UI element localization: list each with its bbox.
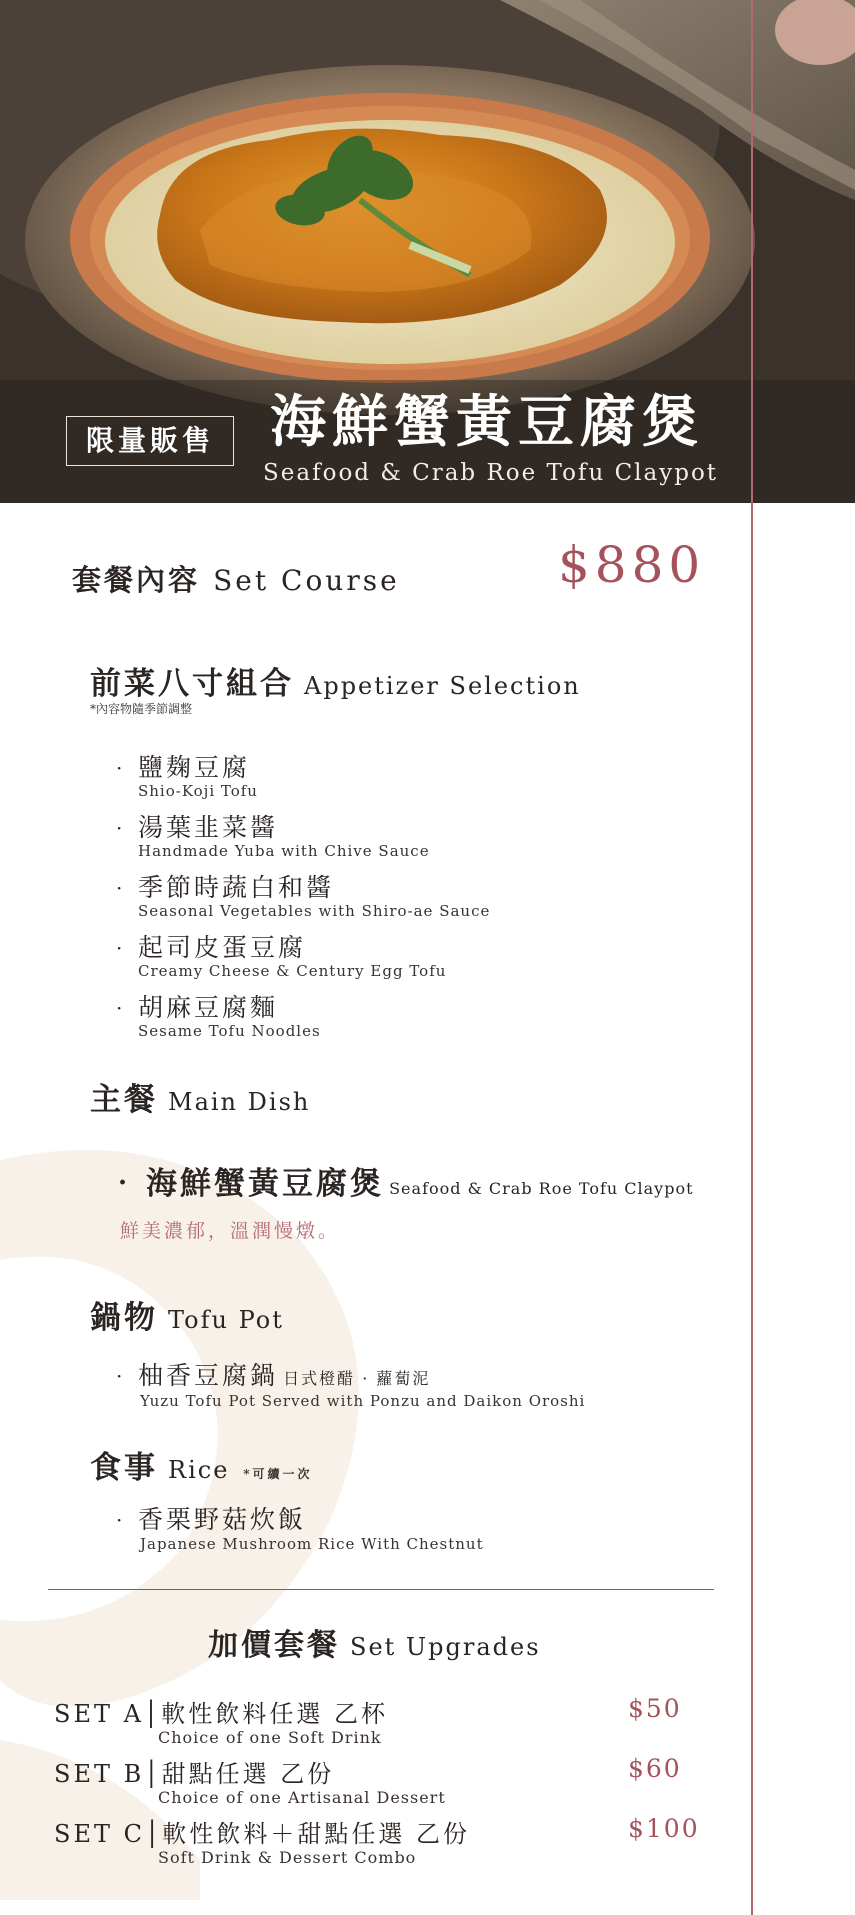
bullet: · [116, 1364, 123, 1388]
course-price: $880 [558, 536, 706, 594]
main-dish-zh: 海鮮蟹黃豆腐煲 [146, 1166, 384, 1202]
bullet: · [118, 1168, 128, 1198]
pot-title-zh: 鍋物 [90, 1300, 158, 1336]
appetizer-note: *內容物隨季節調整 [90, 702, 193, 716]
appetizer-item-en: Sesame Tofu Noodles [138, 1022, 321, 1040]
appetizer-item-en: Seasonal Vegetables with Shiro-ae Sauce [138, 902, 491, 920]
bullet: · [116, 756, 123, 780]
appetizer-item-zh: 湯葉韭菜醬 [138, 813, 279, 842]
appetizer-item-zh: 鹽麹豆腐 [138, 753, 251, 782]
section-divider [48, 1589, 714, 1590]
main-dish-description: 鮮美濃郁，溫潤慢燉。 [120, 1220, 341, 1242]
set-a-en: Choice of one Soft Drink [158, 1728, 382, 1747]
pot-item-line [138, 1356, 430, 1392]
bullet: · [116, 816, 123, 840]
rice-item-zh: 香栗野菇炊飯 [138, 1505, 307, 1534]
set-a-label: SET A│軟性飲料任選 乙杯 [54, 1700, 389, 1728]
rice-item-en: Japanese Mushroom Rice With Chestnut [140, 1535, 484, 1553]
main-dish-en: Seafood & Crab Roe Tofu Claypot [389, 1179, 694, 1198]
set-b-en: Choice of one Artisanal Dessert [158, 1788, 446, 1807]
rice-title-zh: 食事 [90, 1450, 158, 1486]
main-title-zh: 主餐 [90, 1082, 158, 1118]
limited-badge: 限量販售 [66, 416, 234, 466]
pot-item-note: 日式橙醋 · 蘿蔔泥 [283, 1369, 431, 1388]
hero-photo [0, 0, 855, 503]
appetizer-item-en: Creamy Cheese & Century Egg Tofu [138, 962, 447, 980]
vertical-rule [751, 0, 753, 1915]
appetizer-item-en: Shio-Koji Tofu [138, 782, 258, 800]
appetizer-title-en: Appetizer Selection [304, 672, 581, 700]
pot-item-zh: 柚香豆腐鍋 [138, 1361, 279, 1390]
upgrades-title-zh: 加價套餐 [208, 1628, 340, 1663]
hero-title: 海鮮蟹黃豆腐煲 [270, 389, 704, 455]
appetizer-title-zh: 前菜八寸組合 [90, 666, 294, 702]
main-title-en: Main Dish [168, 1088, 311, 1116]
main-dish-line [146, 1158, 694, 1203]
bullet: · [116, 936, 123, 960]
set-b-price: $60 [628, 1754, 682, 1783]
bullet: · [116, 1508, 123, 1532]
set-c-en: Soft Drink & Dessert Combo [158, 1848, 417, 1867]
set-b-label: SET B│甜點任選 乙份 [54, 1760, 335, 1788]
appetizer-item-zh: 起司皮蛋豆腐 [138, 933, 307, 962]
course-title-en: Set Course [213, 564, 400, 597]
main-heading [90, 1074, 310, 1119]
pot-title-en: Tofu Pot [168, 1306, 284, 1334]
appetizer-heading [90, 658, 581, 703]
course-heading [72, 558, 400, 599]
rice-title-en: Rice [168, 1456, 230, 1484]
course-title-zh: 套餐內容 [72, 563, 201, 597]
set-c-label: SET C│軟性飲料＋甜點任選 乙份 [54, 1820, 471, 1848]
appetizer-item-zh: 胡麻豆腐麵 [138, 993, 279, 1022]
pot-heading [90, 1292, 284, 1337]
upgrades-heading [208, 1620, 541, 1664]
rice-heading [90, 1442, 312, 1487]
rice-note: *可續一次 [243, 1467, 313, 1481]
appetizer-item-zh: 季節時蔬白和醬 [138, 873, 335, 902]
appetizer-item-en: Handmade Yuba with Chive Sauce [138, 842, 430, 860]
set-c-price: $100 [628, 1814, 700, 1843]
set-a-price: $50 [628, 1694, 682, 1723]
bullet: · [116, 876, 123, 900]
bullet: · [116, 996, 123, 1020]
hero-subtitle: Seafood & Crab Roe Tofu Claypot [263, 460, 719, 486]
pot-item-en: Yuzu Tofu Pot Served with Ponzu and Daikon Oroshi [140, 1392, 586, 1410]
upgrades-title-en: Set Upgrades [350, 1633, 541, 1661]
